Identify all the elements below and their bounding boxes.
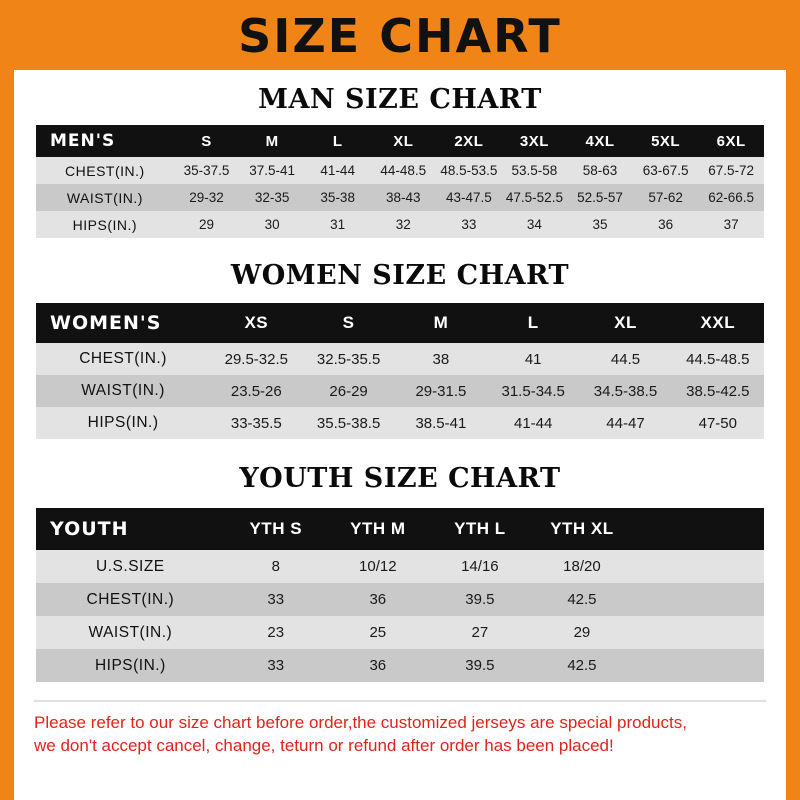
man-header-label: MEN'S bbox=[50, 131, 116, 151]
youth-col-header: YTH XL bbox=[550, 519, 614, 538]
cell: 36 bbox=[369, 591, 387, 608]
cell: 47-50 bbox=[698, 414, 737, 432]
man-table-header-row bbox=[36, 125, 764, 157]
table-row bbox=[36, 649, 764, 682]
table-row bbox=[36, 375, 764, 407]
man-col-header: 2XL bbox=[454, 132, 484, 150]
youth-col-header: YTH S bbox=[249, 519, 303, 538]
cell: 52.5-57 bbox=[577, 190, 623, 205]
women-size-table bbox=[36, 303, 764, 439]
cell: 34.5-38.5 bbox=[593, 382, 658, 400]
cell: 29.5-32.5 bbox=[224, 350, 288, 368]
row-label: CHEST(IN.) bbox=[79, 350, 167, 367]
cell: 44-47 bbox=[606, 414, 645, 432]
cell: 30 bbox=[264, 217, 280, 232]
cell: 14/16 bbox=[461, 558, 499, 575]
youth-size-table bbox=[36, 508, 764, 682]
cell: 29-31.5 bbox=[415, 382, 467, 400]
cell: 41-44 bbox=[514, 414, 553, 432]
man-size-table bbox=[36, 125, 764, 238]
spacer-cell bbox=[633, 583, 764, 616]
cell: 44.5-48.5 bbox=[686, 350, 750, 368]
women-col-header: XXL bbox=[700, 313, 736, 332]
cell: 35 bbox=[592, 217, 608, 232]
cell: 8 bbox=[271, 558, 280, 575]
cell: 39.5 bbox=[465, 591, 495, 608]
cell: 32-35 bbox=[254, 190, 290, 205]
row-label: HIPS(IN.) bbox=[72, 216, 138, 233]
table-row bbox=[36, 550, 764, 583]
page-title: SIZE CHART bbox=[238, 9, 562, 63]
cell: 58-63 bbox=[582, 163, 618, 178]
cell: 31 bbox=[330, 217, 346, 232]
cell: 25 bbox=[369, 624, 387, 641]
man-col-header: XL bbox=[393, 132, 414, 150]
cell: 57-62 bbox=[648, 190, 683, 205]
cell: 33-35.5 bbox=[230, 414, 282, 432]
table-row bbox=[36, 211, 764, 238]
cell: 18/20 bbox=[563, 558, 601, 575]
women-section-title: WOMEN SIZE CHART bbox=[230, 260, 570, 291]
cell: 36 bbox=[658, 217, 674, 232]
cell: 39.5 bbox=[465, 657, 495, 674]
cell: 36 bbox=[369, 657, 387, 674]
man-col-header: 4XL bbox=[585, 132, 615, 150]
man-col-header: L bbox=[332, 132, 343, 150]
cell: 41-44 bbox=[320, 163, 355, 178]
cell: 32 bbox=[395, 217, 411, 232]
cell: 38 bbox=[432, 350, 450, 368]
youth-header-label: YOUTH bbox=[50, 518, 129, 540]
man-col-header: M bbox=[265, 132, 279, 150]
cell: 42.5 bbox=[567, 591, 597, 608]
row-label: HIPS(IN.) bbox=[87, 414, 159, 431]
notice-line-1: Please refer to our size chart before order,the customized jerseys are special products, bbox=[34, 713, 687, 732]
man-col-header: 6XL bbox=[716, 132, 746, 150]
cell: 35-37.5 bbox=[183, 163, 230, 178]
youth-table-header-row bbox=[36, 508, 764, 550]
table-row bbox=[36, 407, 764, 439]
cell: 29-32 bbox=[189, 190, 224, 205]
women-table-header-row bbox=[36, 303, 764, 343]
cell: 41 bbox=[524, 350, 542, 368]
cell: 53.5-58 bbox=[511, 163, 558, 178]
man-col-header: S bbox=[201, 132, 212, 150]
cell: 38.5-41 bbox=[415, 414, 467, 432]
youth-col-header: YTH L bbox=[454, 519, 506, 538]
cell: 63-67.5 bbox=[642, 163, 689, 178]
women-col-header: XS bbox=[244, 313, 269, 332]
youth-spacer-cell bbox=[633, 508, 764, 550]
cell: 31.5-34.5 bbox=[501, 382, 565, 400]
cell: 38.5-42.5 bbox=[686, 382, 750, 400]
cell: 10/12 bbox=[359, 558, 397, 575]
table-row bbox=[36, 616, 764, 649]
cell: 35.5-38.5 bbox=[316, 414, 381, 432]
row-label: WAIST(IN.) bbox=[66, 189, 143, 206]
table-row bbox=[36, 583, 764, 616]
women-col-header: L bbox=[527, 313, 539, 332]
cell: 33 bbox=[267, 657, 285, 674]
youth-size-section bbox=[14, 463, 786, 682]
table-row bbox=[36, 343, 764, 375]
row-label: WAIST(IN.) bbox=[81, 382, 165, 399]
cell: 34 bbox=[526, 217, 542, 232]
women-col-header: XL bbox=[614, 313, 637, 332]
spacer-cell bbox=[633, 616, 764, 649]
row-label: WAIST(IN.) bbox=[88, 623, 173, 641]
man-size-section bbox=[14, 84, 786, 238]
spacer-cell bbox=[633, 649, 764, 682]
cell: 48.5-53.5 bbox=[440, 163, 498, 178]
cell: 27 bbox=[471, 624, 489, 641]
cell: 62-66.5 bbox=[708, 190, 755, 205]
cell: 44-48.5 bbox=[380, 163, 427, 178]
cell: 35-38 bbox=[320, 190, 355, 205]
cell: 38-43 bbox=[386, 190, 421, 205]
cell: 29 bbox=[573, 624, 591, 641]
youth-col-header: YTH M bbox=[350, 519, 406, 538]
cell: 33 bbox=[461, 217, 477, 232]
spacer-cell bbox=[633, 550, 764, 583]
banner bbox=[14, 0, 786, 70]
youth-section-title: YOUTH SIZE CHART bbox=[239, 463, 561, 494]
notice-text bbox=[34, 700, 766, 758]
cell: 47.5-52.5 bbox=[505, 190, 563, 205]
cell: 37 bbox=[723, 217, 739, 232]
table-row bbox=[36, 157, 764, 184]
man-col-header: 5XL bbox=[651, 132, 681, 150]
cell: 29 bbox=[199, 217, 215, 232]
row-label: HIPS(IN.) bbox=[94, 656, 166, 674]
cell: 26-29 bbox=[329, 382, 368, 400]
cell: 23.5-26 bbox=[230, 382, 282, 400]
women-col-header: S bbox=[342, 313, 355, 332]
cell: 37.5-41 bbox=[249, 163, 296, 178]
cell: 33 bbox=[267, 591, 285, 608]
man-section-title: MAN SIZE CHART bbox=[258, 84, 542, 115]
women-size-section bbox=[14, 260, 786, 439]
row-label: CHEST(IN.) bbox=[86, 590, 175, 608]
women-col-header: M bbox=[433, 313, 449, 332]
cell: 44.5 bbox=[610, 350, 641, 368]
notice-line-2: we don't accept cancel, change, teturn or refund after order has been placed! bbox=[34, 735, 614, 755]
cell: 23 bbox=[267, 624, 285, 641]
women-header-label: WOMEN'S bbox=[50, 312, 162, 334]
table-row bbox=[36, 184, 764, 211]
man-col-header: 3XL bbox=[519, 132, 549, 150]
row-label: CHEST(IN.) bbox=[65, 162, 145, 179]
cell: 67.5-72 bbox=[708, 163, 755, 178]
cell: 43-47.5 bbox=[445, 190, 492, 205]
cell: 32.5-35.5 bbox=[316, 350, 381, 368]
cell: 42.5 bbox=[567, 657, 597, 674]
row-label: U.S.SIZE bbox=[96, 557, 165, 575]
